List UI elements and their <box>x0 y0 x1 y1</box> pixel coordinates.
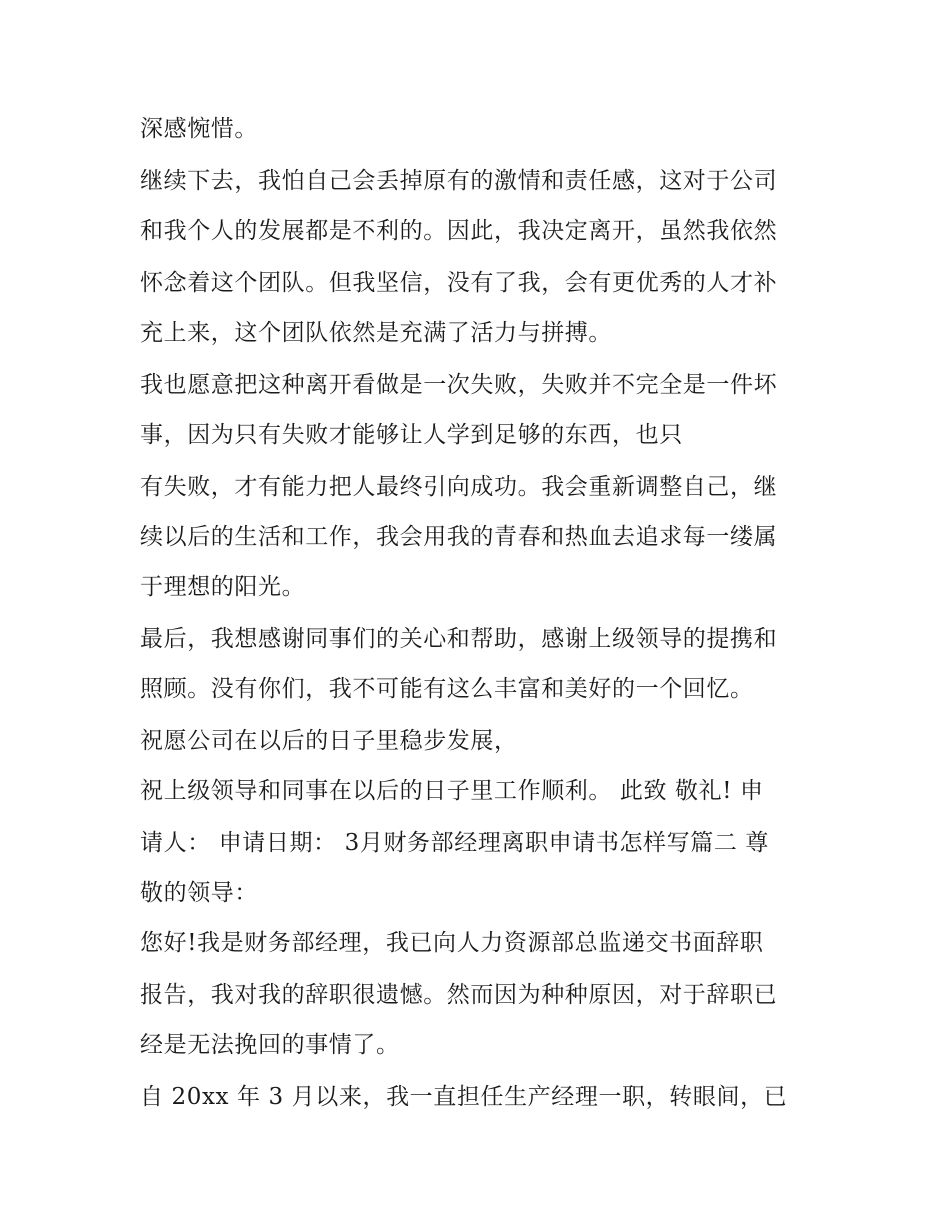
text-line: 最后，我想感谢同事们的关心和帮助，感谢上级领导的提携和 <box>140 626 778 652</box>
text-line: 怀念着这个团队。但我坚信，没有了我，会有更优秀的人才补 <box>140 270 778 296</box>
text-line: 事，因为只有失败才能够让人学到足够的东西，也只 <box>140 422 683 448</box>
text-line: 充上来，这个团队依然是充满了活力与拼搏。 <box>140 320 612 346</box>
text-line: 和我个人的发展都是不利的。因此，我决定离开，虽然我依然 <box>140 218 778 244</box>
text-line: 于理想的阳光。 <box>140 574 306 600</box>
text-line: 请人： 申请日期： 3月财务部经理离职申请书怎样写篇二 尊 <box>140 830 769 856</box>
text-line: 照顾。没有你们，我不可能有这么丰富和美好的一个回忆。 <box>140 676 754 702</box>
text-line: 祝愿公司在以后的日子里稳步发展， <box>140 728 518 754</box>
text-line: 经是无法挽回的事情了。 <box>140 1032 400 1058</box>
text-line: 报告，我对我的辞职很遗憾。然而因为种种原因，对于辞职已 <box>140 982 778 1008</box>
text-line: 我也愿意把这种离开看做是一次失败，失败并不完全是一件坏 <box>140 372 778 398</box>
text-line: 续以后的生活和工作，我会用我的青春和热血去追求每一缕属 <box>140 524 778 550</box>
text-line: 祝上级领导和同事在以后的日子里工作顺利。 此致 敬礼! 申 <box>140 778 764 804</box>
text-line: 有失败，才有能力把人最终引向成功。我会重新调整自己，继 <box>140 474 778 500</box>
text-line: 自 20xx 年 3 月以来，我一直担任生产经理一职，转眼间，已 <box>140 1084 788 1110</box>
text-line: 深感惋惜。 <box>140 116 258 142</box>
text-line: 继续下去，我怕自己会丢掉原有的激情和责任感，这对于公司 <box>140 168 778 194</box>
text-line: 您好!我是财务部经理，我已向人力资源部总监递交书面辞职 <box>140 930 764 956</box>
text-line: 敬的领导： <box>140 880 258 906</box>
